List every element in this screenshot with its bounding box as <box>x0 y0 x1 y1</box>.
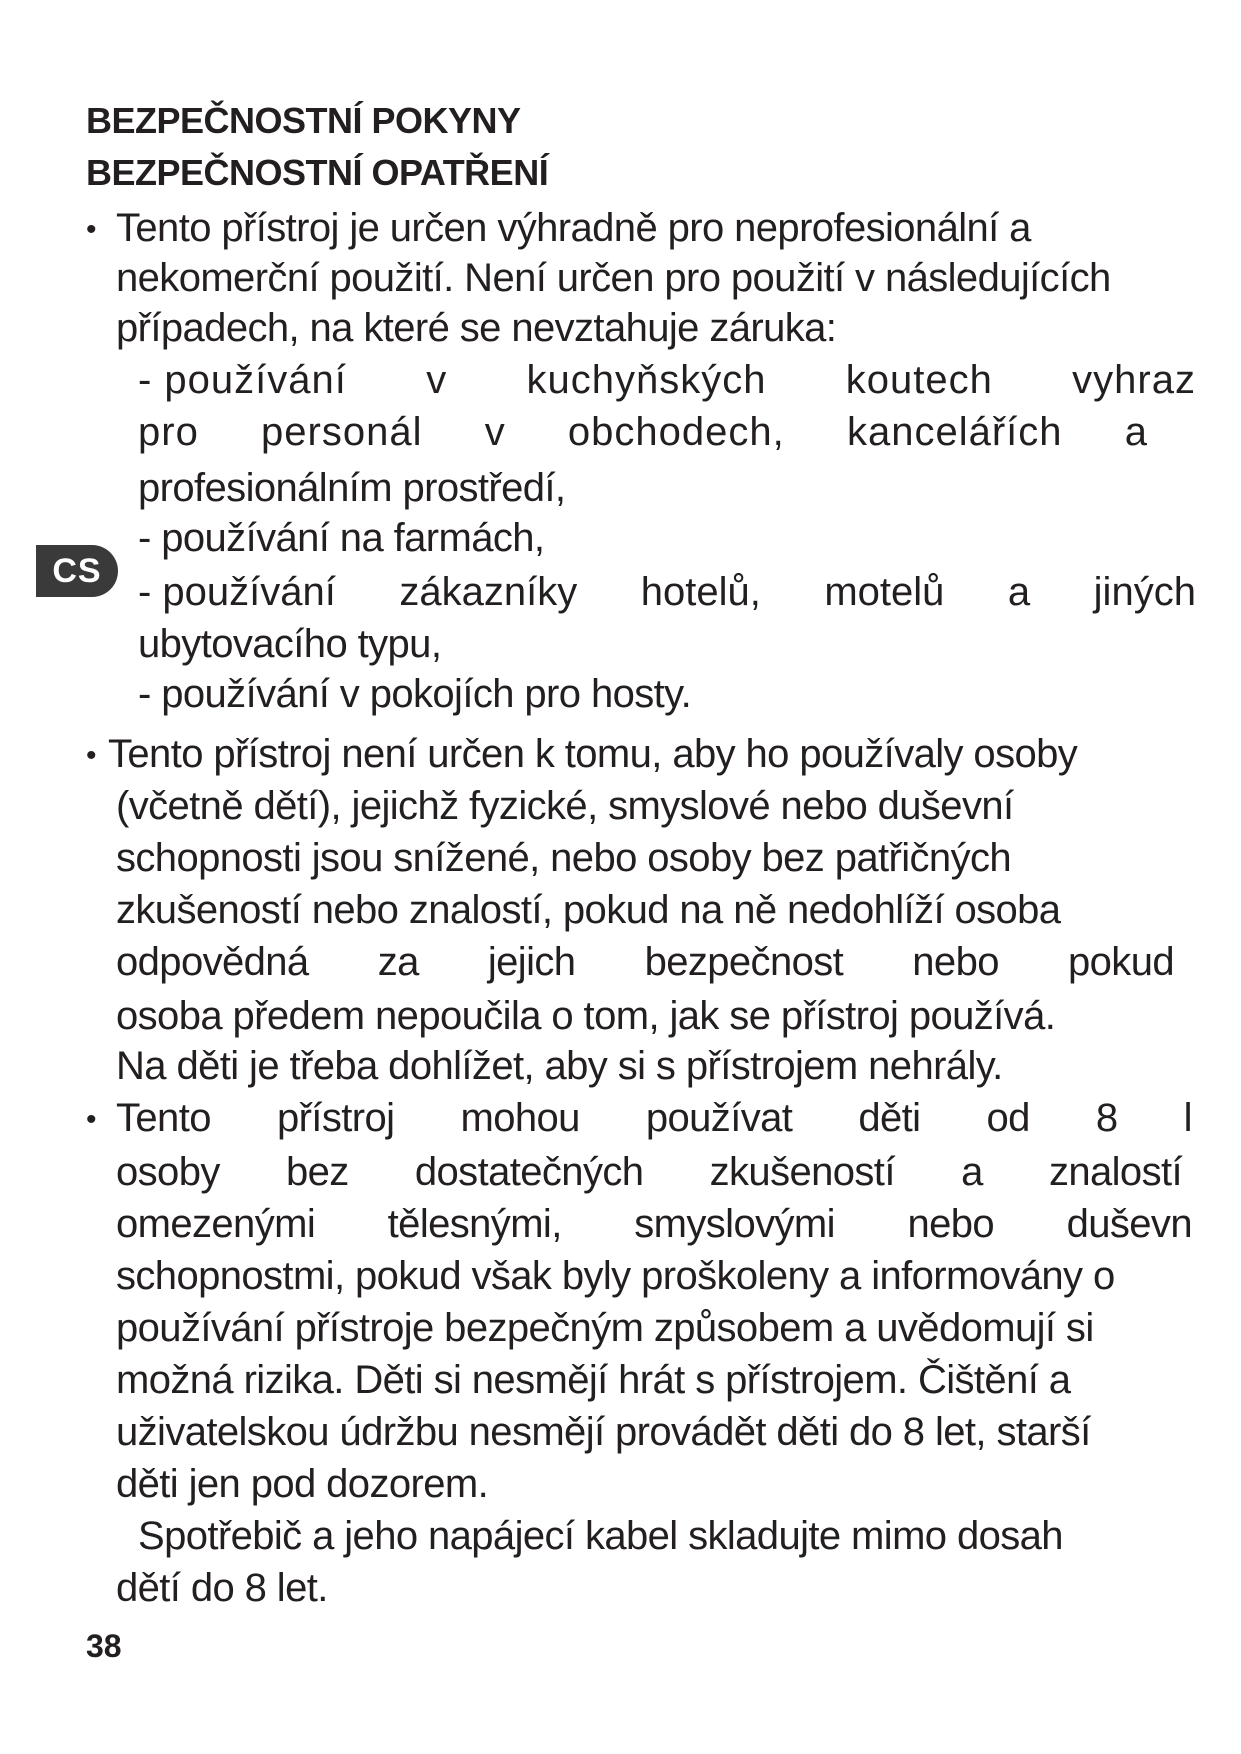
word: v <box>426 358 448 402</box>
word: l <box>1183 1096 1192 1140</box>
bullet1-sub4: - používání v pokojích pro hosty. <box>138 672 692 716</box>
word: kuchyňských <box>526 358 767 402</box>
word: přístroj <box>276 1096 395 1140</box>
word: bez <box>285 1150 349 1194</box>
word: 8 <box>1095 1096 1118 1140</box>
word: a <box>1007 570 1031 614</box>
bullet3-line4: schopnostmi, pokud však byly proškoleny a informovány o <box>116 1254 1115 1298</box>
word: dostatečných <box>414 1150 644 1194</box>
word: odpovědná <box>116 940 309 984</box>
bullet2-line6: osoba předem nepoučila o tom, jak se přístroj používá. <box>116 994 1056 1038</box>
word: zákazníky <box>399 570 578 614</box>
bullet3-line9: Spotřebič a jeho napájecí kabel skladujte mimo dosah <box>138 1514 1063 1558</box>
word: pokud <box>1068 940 1174 984</box>
bullet2-line5 <box>116 938 1174 986</box>
word: personál <box>261 410 423 454</box>
word: hotelů, <box>640 570 761 614</box>
bullet1-line2: nekomerční použití. Není určen pro použití v následujících <box>116 256 1111 300</box>
bullet1-line1: Tento přístroj je určen výhradně pro neprofesionální a <box>116 206 1031 250</box>
word: motelů <box>824 570 945 614</box>
bullet1-sub1-line3: profesionálním prostředí, <box>138 466 566 510</box>
bullet3-line2 <box>116 1148 1182 1196</box>
bullet2-line7: Na děti je třeba dohlížet, aby si s přístrojem nehrály. <box>116 1044 1003 1088</box>
word: jejich <box>487 940 576 984</box>
bullet-marker: • <box>86 213 97 246</box>
bullet2-line3: schopnosti jsou snížené, nebo osoby bez patřičných <box>116 836 1012 880</box>
page-number: 38 <box>86 1628 122 1664</box>
word: mohou <box>460 1096 580 1140</box>
word: omezenými <box>116 1202 316 1246</box>
bullet3-line6: možná rizika. Děti si nesmějí hrát s přístrojem. Čištění a <box>116 1358 1071 1402</box>
word: osoby <box>116 1150 220 1194</box>
word: obchodech, <box>567 410 785 454</box>
word: vyhraz <box>1072 358 1196 402</box>
word: duševn <box>1066 1202 1192 1246</box>
word: bezpečnost <box>644 940 844 984</box>
bullet1-sub3-line1 <box>138 568 1196 616</box>
bullet2-line1: Tento přístroj není určen k tomu, aby ho používaly osoby <box>108 732 1078 776</box>
word: děti <box>858 1096 921 1140</box>
word: od <box>986 1096 1030 1140</box>
word: kancelářích <box>846 410 1063 454</box>
bullet1-sub3-line2: ubytovacího typu, <box>138 622 442 666</box>
section-title: BEZPEČNOSTNÍ POKYNY <box>86 100 521 141</box>
word: - používání <box>138 570 336 614</box>
bullet2-line2: (včetně dětí), jejichž fyzické, smyslové nebo duševní <box>116 784 1014 828</box>
bullet1-line3: případech, na které se nevztahuje záruka: <box>116 306 837 350</box>
word: pro <box>138 410 199 454</box>
bullet1-sub1-line1 <box>138 356 1196 404</box>
word: a <box>961 1150 983 1194</box>
word: nebo <box>907 1202 995 1246</box>
word: zkušeností <box>709 1150 895 1194</box>
language-tab: CS <box>36 545 118 597</box>
section-subtitle: BEZPEČNOSTNÍ OPATŘENÍ <box>86 152 549 193</box>
bullet-marker: • <box>86 1103 97 1136</box>
word: koutech <box>845 358 993 402</box>
bullet1-sub2: - používání na farmách, <box>138 516 545 560</box>
bullet1-sub1-line2 <box>138 408 1148 456</box>
word: znalostí <box>1048 1150 1182 1194</box>
word: nebo <box>912 940 999 984</box>
word: používat <box>645 1096 793 1140</box>
word: smyslovými <box>634 1202 835 1246</box>
bullet3-line5: používání přístroje bezpečným způsobem a uvědomují si <box>116 1306 1094 1350</box>
word: - používání <box>138 358 347 402</box>
word: v <box>484 410 506 454</box>
bullet3-line3 <box>116 1200 1192 1248</box>
word: a <box>1124 410 1148 454</box>
word: tělesnými, <box>387 1202 562 1246</box>
bullet3-line10: dětí do 8 let. <box>116 1566 328 1610</box>
word: jiných <box>1093 570 1196 614</box>
bullet3-line1 <box>116 1094 1192 1142</box>
word: za <box>377 940 419 984</box>
bullet2-line4: zkušeností nebo znalostí, pokud na ně nedohlíží osoba <box>116 888 1061 932</box>
bullet3-line8: děti jen pod dozorem. <box>116 1462 489 1506</box>
bullet3-line7: uživatelskou údržbu nesmějí provádět děti do 8 let, starší <box>116 1410 1091 1454</box>
bullet-marker: • <box>86 739 97 772</box>
word: Tento <box>116 1096 211 1140</box>
